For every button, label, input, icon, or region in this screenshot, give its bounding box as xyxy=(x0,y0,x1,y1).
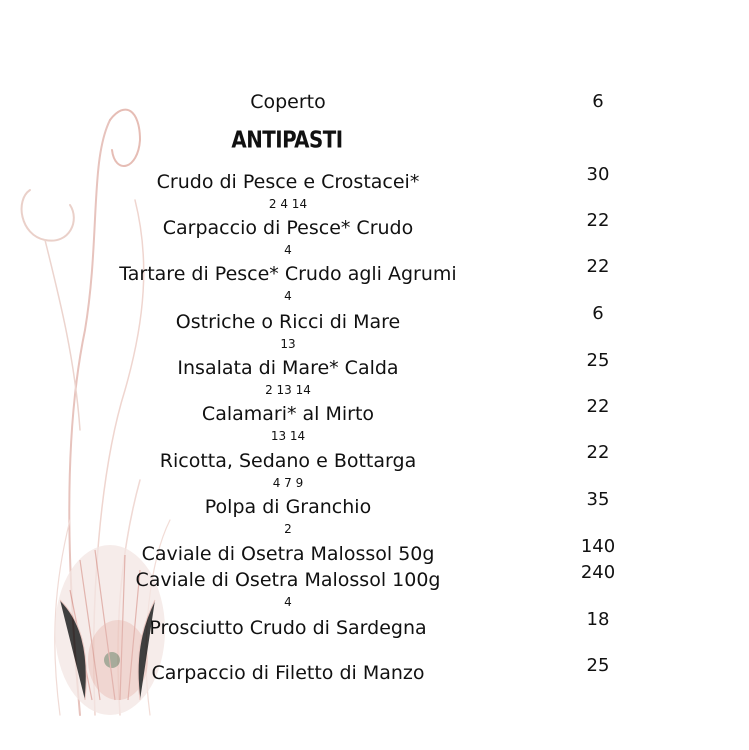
menu-item-allergens: 4 7 9 xyxy=(272,476,304,490)
menu-item-price: 35 xyxy=(586,489,610,510)
menu-item-name: Ricotta, Sedano e Bottarga xyxy=(159,450,417,472)
menu-item-allergens: 4 xyxy=(284,595,292,609)
menu-item-name: Calamari* al Mirto xyxy=(201,403,375,425)
menu-item-price: 240 xyxy=(580,562,616,583)
menu-item-name: Insalata di Mare* Calda xyxy=(177,357,399,379)
menu-item-price: 30 xyxy=(586,164,610,185)
menu-item-price: 22 xyxy=(586,442,610,463)
menu-item-price: 6 xyxy=(592,303,604,324)
menu-item-allergens: 2 4 14 xyxy=(268,197,308,211)
menu-item-price: 140 xyxy=(580,536,616,557)
menu-item-price: 22 xyxy=(586,210,610,231)
coperto-price: 6 xyxy=(592,91,604,112)
menu-item-name: Crudo di Pesce e Crostacei* xyxy=(156,171,420,193)
menu-item-name: Tartare di Pesce* Crudo agli Agrumi xyxy=(119,263,457,285)
menu-item-name: Caviale di Osetra Malossol 100g xyxy=(135,569,441,591)
menu-item-allergens: 4 xyxy=(284,243,292,257)
menu-item-name: Carpaccio di Filetto di Manzo xyxy=(151,662,425,684)
menu-item-allergens: 2 xyxy=(284,522,292,536)
menu-item-name: Prosciutto Crudo di Sardegna xyxy=(149,617,427,639)
menu-item-name: Polpa di Granchio xyxy=(204,496,372,518)
menu-item-name: Carpaccio di Pesce* Crudo xyxy=(162,217,414,239)
menu-item-name: Caviale di Osetra Malossol 50g xyxy=(141,543,435,565)
menu-item-allergens: 4 xyxy=(284,289,292,303)
menu-item-allergens: 13 xyxy=(280,337,296,351)
menu-item-allergens: 13 14 xyxy=(270,429,306,443)
menu-item-price: 18 xyxy=(586,609,610,630)
menu-item-price: 22 xyxy=(586,256,610,277)
menu-item-name: Ostriche o Ricci di Mare xyxy=(175,311,401,333)
coperto-label: Coperto xyxy=(250,91,326,113)
menu-item-allergens: 2 13 14 xyxy=(265,383,311,397)
section-title: ANTIPASTI xyxy=(231,127,343,154)
menu-item-price: 25 xyxy=(586,655,610,676)
menu-item-price: 25 xyxy=(586,350,610,371)
menu-item-price: 22 xyxy=(586,396,610,417)
